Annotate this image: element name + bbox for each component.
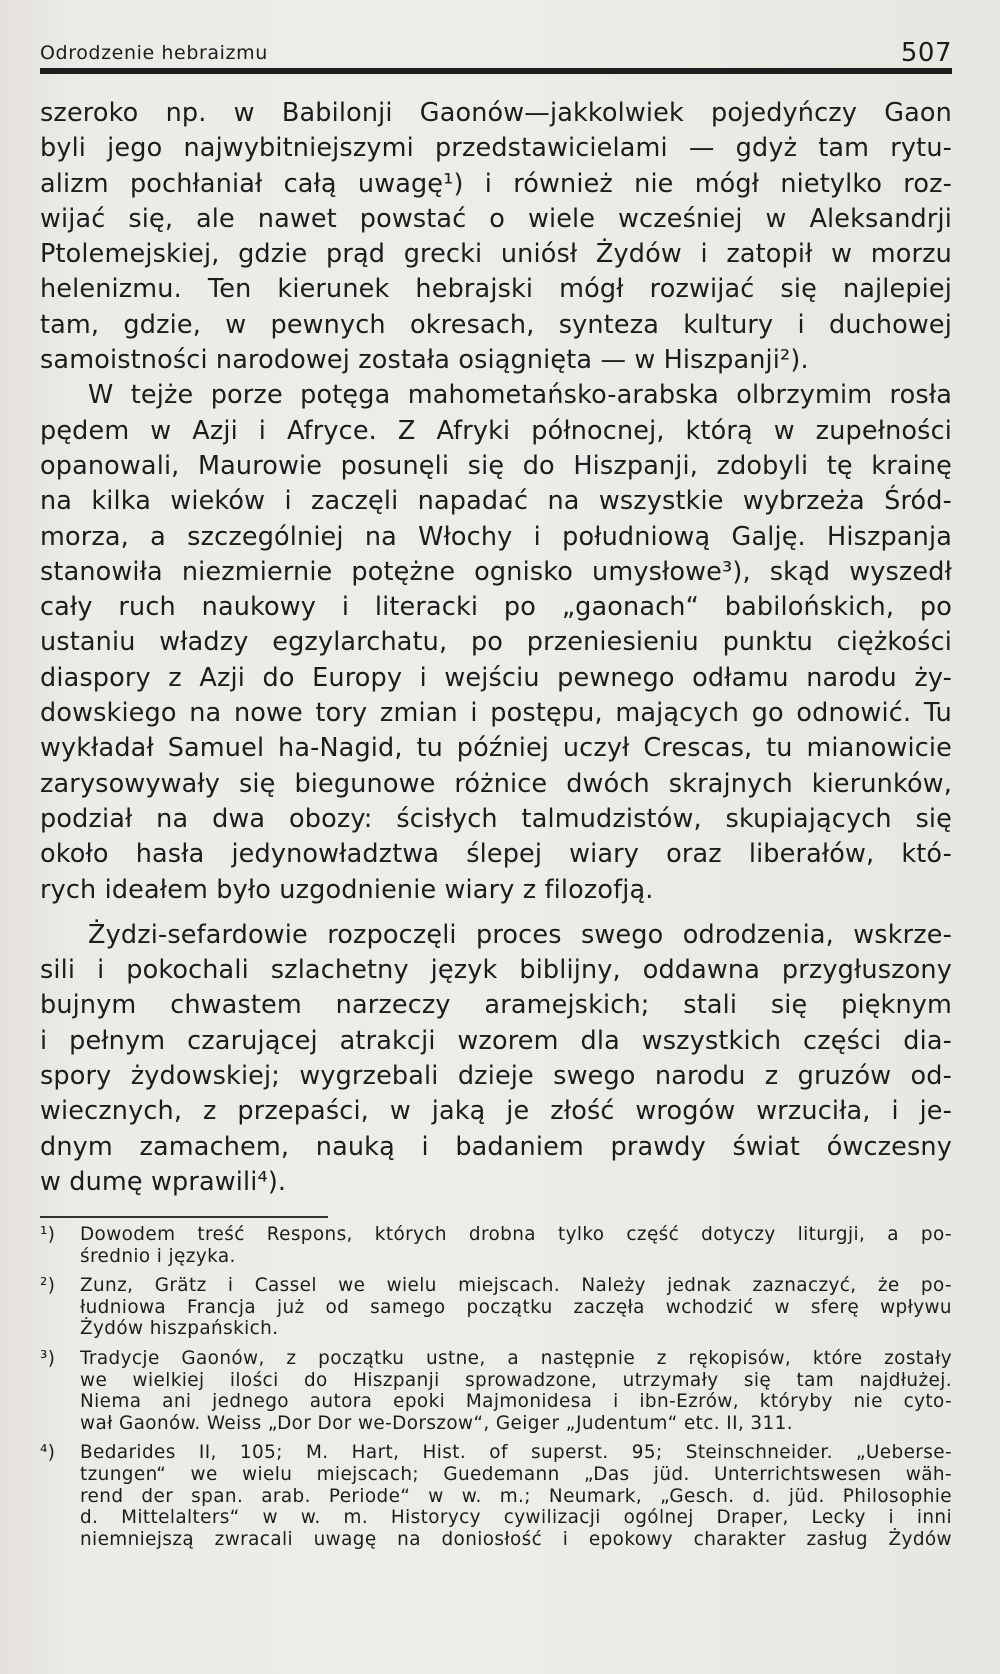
footnote-line: średnio i języka. [80,1245,236,1267]
footnote-line: rend der span. arab. Periode“ w w. m.; Neumark, „Gesch. d. jüd. Philosophie [80,1485,952,1507]
running-title: Odrodzenie hebraizmu [40,42,268,64]
text-line: opanowali, Maurowie posunęli się do Hiszpanji, zdobyli tę krainę [40,450,952,481]
text-line: dnym zamachem, nauką i badaniem prawdy świat ówczesny [40,1131,952,1162]
footnote-line: tzungen“ we wielu miejscach; Guedemann „Das jüd. Unterrichtswesen wäh- [80,1463,952,1485]
footnote-mark: ³) [40,1347,56,1369]
footnote-line: d. Mittelalters“ w w. m. Historycy cywilizacji ogólnej Draper, Lecky i inni [80,1507,952,1529]
text-line: ustaniu władzy egzylarchatu, po przeniesieniu punktu ciężkości [40,627,952,658]
text-line: wiecznych, z przepaści, w jaką je złość wrogów wrzuciła, i je- [40,1096,952,1127]
text-line: samoistności narodowej została osiągnięta — w Hiszpanji²). [40,345,809,376]
text-line: na kilka wieków i zaczęli napadać na wszystkie wybrzeża Śród- [40,486,952,517]
paragraph-gap [40,908,952,918]
text-line: szeroko np. w Babilonji Gaonów—jakkolwiek pojedyńczy Gaon [40,98,952,128]
text-line: dowskiego na nowe tory zmian i postępu, mających go odnowić. Tu [40,698,952,729]
text-line: stanowiła niezmiernie potężne ognisko umysłowe³), skąd wyszedł [40,556,952,587]
text-line: diaspory z Azji do Europy i wejściu pewnego odłamu narodu ży- [40,662,952,693]
footnote-line: Bedarides II, 105; M. Hart, Hist. of superst. 95; Steinschneider. „Ueberse- [80,1442,952,1464]
running-head [40,34,952,68]
text-line: pędem w Azji i Afryce. Z Afryki północnej, którą w zupełności [40,415,952,446]
footnote-line: Zunz, Grätz i Cassel we wielu miejscach. Należy jednak zaznaczyć, że po- [80,1275,952,1297]
footnote-mark: ⁴) [40,1442,56,1464]
page-number: 507 [900,38,952,68]
footnote-line: Niema ani jednego autora epoki Majmonidesa i ibn-Ezrów, któryby nie cyto- [80,1391,952,1413]
text-line: w dumę wprawili⁴). [40,1166,287,1197]
text-line: helenizmu. Ten kierunek hebrajski mógł rozwijać się najlepiej [40,274,952,305]
text-line: rych ideałem było uzgodnienie wiary z filozofją. [40,874,654,905]
text-line: bujnym chwastem narzeczy aramejskich; stali się pięknym [40,990,952,1021]
text-line: W tejże porze potęga mahometańsko-arabska olbrzymim rosła [88,380,952,411]
text-line: tam, gdzie, w pewnych okresach, synteza kultury i duchowej [40,309,952,340]
text-line: alizm pochłaniał całą uwagę¹) i również nie mógł nietylko roz- [40,168,952,199]
footnote-line: we wielkiej ilości do Hiszpanji sprowadzone, utrzymały się tam najdłużej. [80,1369,952,1391]
footnote-line: niemniejszą zwracali uwagę na doniosłość i epokowy charakter zasług Żydów [80,1528,952,1550]
text-line: wijać się, ale nawet powstać o wiele wcześniej w Aleksandrji [40,203,952,234]
footnote-4 [40,1442,952,1550]
text-line: podział na dwa obozy: ścisłych talmudzistów, skupiających się [40,803,952,834]
text-line: około hasła jedynowładztwa ślepej wiary oraz liberałów, któ- [40,839,952,870]
footnote-2 [40,1275,952,1340]
footnote-line: łudniowa Francja już od samego początku zaczęła wchodzić w sferę wpływu [80,1296,952,1318]
footnote-line: Żydów hiszpańskich. [80,1318,279,1340]
footnote-mark: ²) [40,1275,56,1297]
main-text [40,96,952,1200]
text-line: i pełnym czarującej atrakcji wzorem dla wszystkich części dia- [40,1025,952,1056]
text-line: morza, a szczególniej na Włochy i południową Galję. Hiszpanja [40,521,952,552]
text-line: cały ruch naukowy i literacki po „gaonach“ babilońskich, po [40,592,952,623]
text-line: wykładał Samuel ha-Nagid, tu później uczył Crescas, tu mianowicie [40,733,952,764]
footnote-1 [40,1224,952,1267]
text-line: spory żydowskiej; wygrzebali dzieje swego narodu z gruzów od- [40,1061,952,1092]
header-rule [40,68,952,74]
text-line: Żydzi-sefardowie rozpoczęli proces swego odrodzenia, wskrze- [88,919,952,950]
text-line: byli jego najwybitniejszymi przedstawicielami — gdyż tam rytu- [40,133,952,164]
footnote-line: Tradycje Gaonów, z początku ustne, a następnie z rękopisów, które zostały [80,1347,952,1369]
footnote-rule [40,1216,328,1218]
text-line: zarysowywały się biegunowe różnice dwóch skrajnych kierunków, [40,768,952,799]
text-line: Ptolemejskiej, gdzie prąd grecki uniósł Żydów i zatopił w morzu [40,239,952,270]
text-line: sili i pokochali szlachetny język biblijny, oddawna przygłuszony [40,955,952,986]
footnote-line: Dowodem treść Respons, których drobna tylko część dotyczy liturgji, a po- [80,1224,952,1245]
footnote-3 [40,1348,952,1434]
footnotes [40,1224,952,1558]
footnote-mark: ¹) [40,1224,56,1245]
footnote-line: wał Gaonów. Weiss „Dor Dor we-Dorszow“, Geiger „Judentum“ etc. II, 311. [80,1412,793,1434]
